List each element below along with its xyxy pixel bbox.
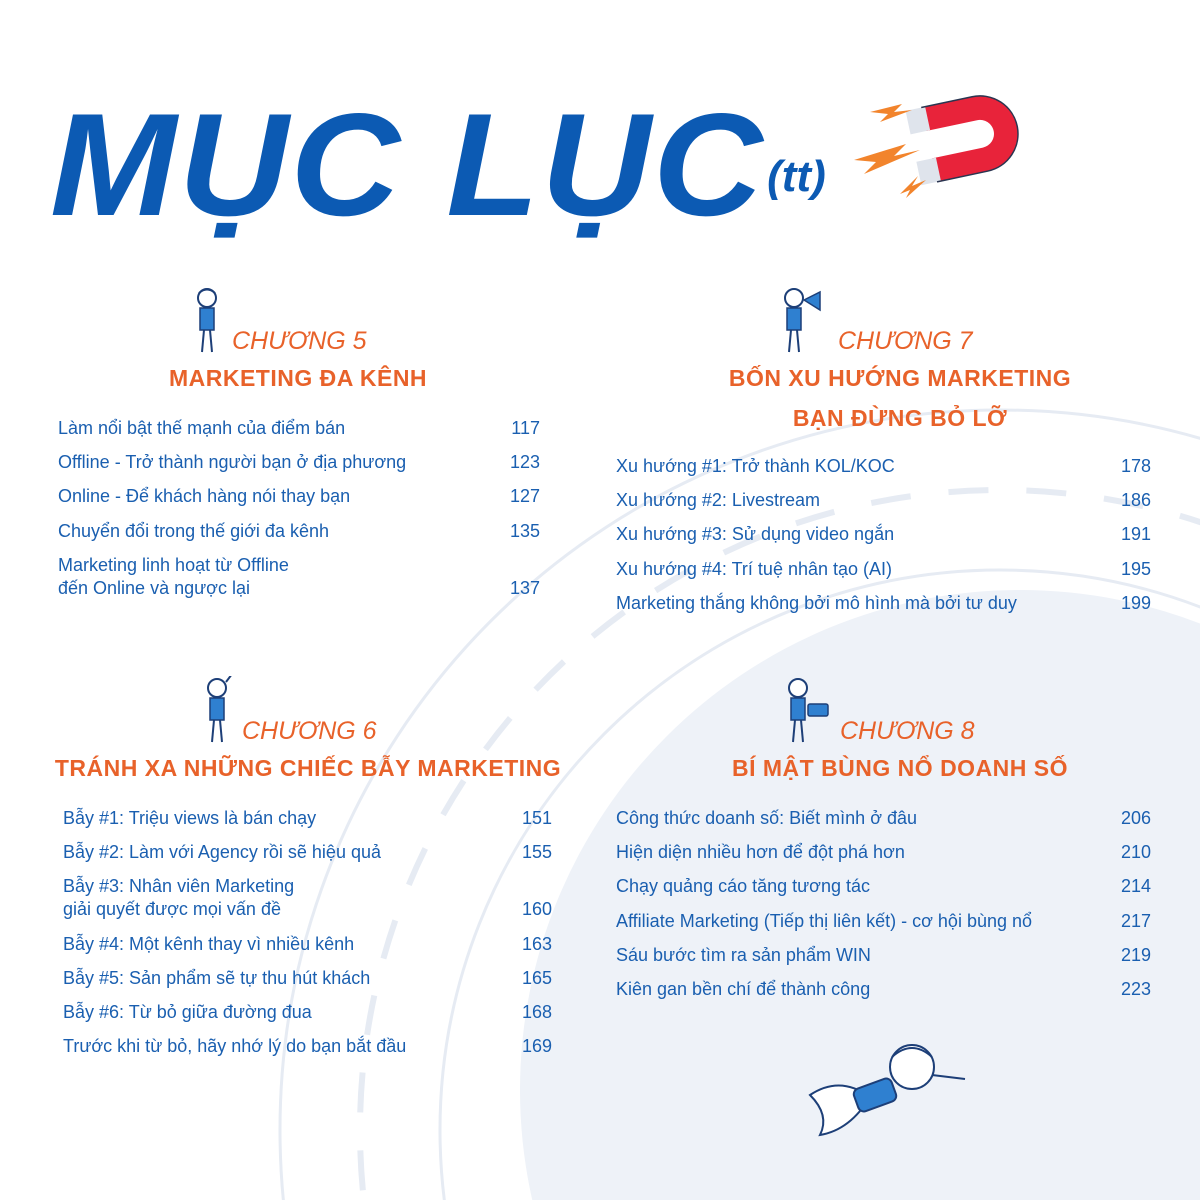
chapter-6-toc-entry[interactable] [63, 1001, 552, 1024]
chapter-5-toc [58, 417, 540, 611]
entry-title: Chuyển đổi trong thế giới đa kênh [58, 520, 329, 541]
man-scratching-head-icon [200, 676, 236, 746]
title-continued: (tt) [767, 152, 826, 201]
entry-title: Sáu bước tìm ra sản phẩm WIN [616, 944, 871, 965]
entry-title: Công thức doanh số: Biết mình ở đâu [616, 808, 918, 828]
entry-title: Hiện diện nhiều hơn để đột phá hơn [616, 842, 905, 863]
entry-page-number: 214 [1120, 876, 1151, 897]
entry-page-number: 137 [509, 577, 540, 598]
chapter-6-toc-entry[interactable] [63, 807, 552, 830]
chapter-5-heading [190, 286, 367, 356]
entry-page-number: 123 [509, 452, 540, 473]
chapter-5-toc-entry[interactable] [58, 520, 540, 543]
chapter-5-toc-entry[interactable] [58, 417, 540, 440]
chapter-5-title: MARKETING ĐA KÊNH [168, 365, 428, 391]
chapter-8-label: CHƯƠNG 8 [840, 717, 975, 745]
entry-title: Affiliate Marketing (Tiếp thị liên kết) - cơ hội bùng nổ [616, 910, 1033, 931]
chapter-6-toc-entry[interactable] [63, 875, 552, 921]
entry-page-number: 178 [1120, 456, 1151, 476]
chapter-5-toc-entry[interactable] [58, 451, 540, 474]
chapter-8-toc [616, 807, 1151, 1012]
chapter-7-toc-entry[interactable] [616, 489, 1151, 512]
entry-title: Xu hướng #2: Livestream [616, 490, 820, 511]
entry-title: Offline - Trở thành người bạn ở địa phương [58, 452, 407, 473]
chapter-5-toc-entry[interactable] [58, 554, 540, 600]
entry-page-number: 195 [1120, 558, 1151, 579]
chapter-8-toc-entry[interactable] [616, 841, 1151, 864]
entry-page-number: 191 [1120, 524, 1151, 545]
entry-page-number: 223 [1120, 978, 1151, 999]
chapter-5-toc-entry[interactable] [58, 485, 540, 508]
entry-page-number: 219 [1120, 944, 1151, 965]
man-megaphone-icon [772, 286, 832, 356]
entry-page-number: 206 [1120, 808, 1151, 828]
entry-page-number: 165 [521, 967, 552, 988]
entry-title: Bẫy #4: Một kênh thay vì nhiều kênh [63, 933, 355, 954]
entry-title: Bẫy #3: Nhân viên Marketing giải quyết được mọi vấn đề [63, 876, 295, 920]
chapter-6-toc-entry[interactable] [63, 933, 552, 956]
chapter-7-title-line-2: BẠN ĐỪNG BỎ LỠ [792, 405, 1008, 431]
entry-page-number: 117 [511, 418, 540, 438]
entry-title: Bẫy #2: Làm với Agency rồi sẽ hiệu quả [63, 842, 381, 863]
entry-title: Xu hướng #1: Trở thành KOL/KOC [616, 456, 895, 476]
chapter-6-title: TRÁNH XA NHỮNG CHIẾC BẪY MARKETING [54, 755, 562, 781]
entry-title: Xu hướng #3: Sử dụng video ngắn [616, 524, 895, 545]
chapter-8-toc-entry[interactable] [616, 807, 1151, 830]
man-laptop-icon [778, 676, 834, 746]
chapter-6-toc [63, 807, 552, 1069]
chapter-8-toc-entry[interactable] [616, 978, 1151, 1001]
chapter-7-toc-entry[interactable] [616, 455, 1151, 478]
entry-page-number: 199 [1120, 592, 1151, 613]
entry-title: Kiên gan bền chí để thành công [616, 978, 871, 999]
entry-title: Bẫy #6: Từ bỏ giữa đường đua [63, 1001, 312, 1022]
entry-page-number: 168 [521, 1001, 552, 1022]
chapter-6-toc-entry[interactable] [63, 1035, 552, 1058]
chapter-7-label: CHƯƠNG 7 [838, 327, 973, 355]
entry-title: Marketing thắng không bởi mô hình mà bởi tư duy [616, 592, 1017, 613]
chapter-7-title-line-1: BỐN XU HƯỚNG MARKETING [728, 365, 1072, 391]
flying-superhero-icon [800, 1035, 970, 1145]
chapter-8-toc-entry[interactable] [616, 944, 1151, 967]
entry-page-number: 169 [521, 1036, 552, 1057]
entry-page-number: 155 [521, 842, 552, 863]
title-main: MỤC LỤC [50, 83, 765, 246]
entry-page-number: 186 [1120, 490, 1151, 511]
entry-page-number: 163 [521, 933, 552, 954]
entry-title: Trước khi từ bỏ, hãy nhớ lý do bạn bắt đầu [63, 1036, 407, 1057]
chapter-8-toc-entry[interactable] [616, 875, 1151, 898]
chapter-6-toc-entry[interactable] [63, 841, 552, 864]
chapter-7-toc-entry[interactable] [616, 592, 1151, 615]
chapter-7-toc-entry[interactable] [616, 523, 1151, 546]
chapter-8-title: BÍ MẬT BÙNG NỔ DOANH SỐ [731, 755, 1069, 781]
entry-page-number: 135 [509, 520, 540, 541]
entry-title: Online - Để khách hàng nói thay bạn [58, 486, 351, 507]
entry-page-number: 151 [521, 808, 552, 828]
entry-title: Bẫy #5: Sản phẩm sẽ tự thu hút khách [63, 967, 371, 988]
entry-page-number: 210 [1120, 842, 1151, 863]
chapter-7-toc [616, 455, 1151, 626]
magnet-icon [850, 70, 1040, 200]
chapter-6-toc-entry[interactable] [63, 967, 552, 990]
entry-title: Làm nổi bật thế mạnh của điểm bán [58, 418, 346, 438]
entry-page-number: 217 [1120, 910, 1151, 931]
entry-title: Marketing linh hoạt từ Offline đến Online và ngược lại [58, 554, 289, 598]
chapter-8-toc-entry[interactable] [616, 910, 1151, 933]
chapter-5-label: CHƯƠNG 5 [232, 327, 367, 355]
entry-title: Bẫy #1: Triệu views là bán chạy [63, 808, 317, 828]
entry-page-number: 127 [509, 486, 540, 507]
chapter-6-label: CHƯƠNG 6 [242, 717, 377, 745]
chapter-8-heading [778, 676, 975, 746]
entry-page-number: 160 [521, 899, 552, 920]
chapter-6-heading [200, 676, 377, 746]
entry-title: Chạy quảng cáo tăng tương tác [616, 876, 871, 897]
page-title [50, 78, 826, 246]
entry-title: Xu hướng #4: Trí tuệ nhân tạo (AI) [616, 558, 893, 579]
man-thinking-icon [190, 286, 226, 356]
chapter-7-toc-entry[interactable] [616, 558, 1151, 581]
chapter-7-heading [772, 286, 973, 356]
